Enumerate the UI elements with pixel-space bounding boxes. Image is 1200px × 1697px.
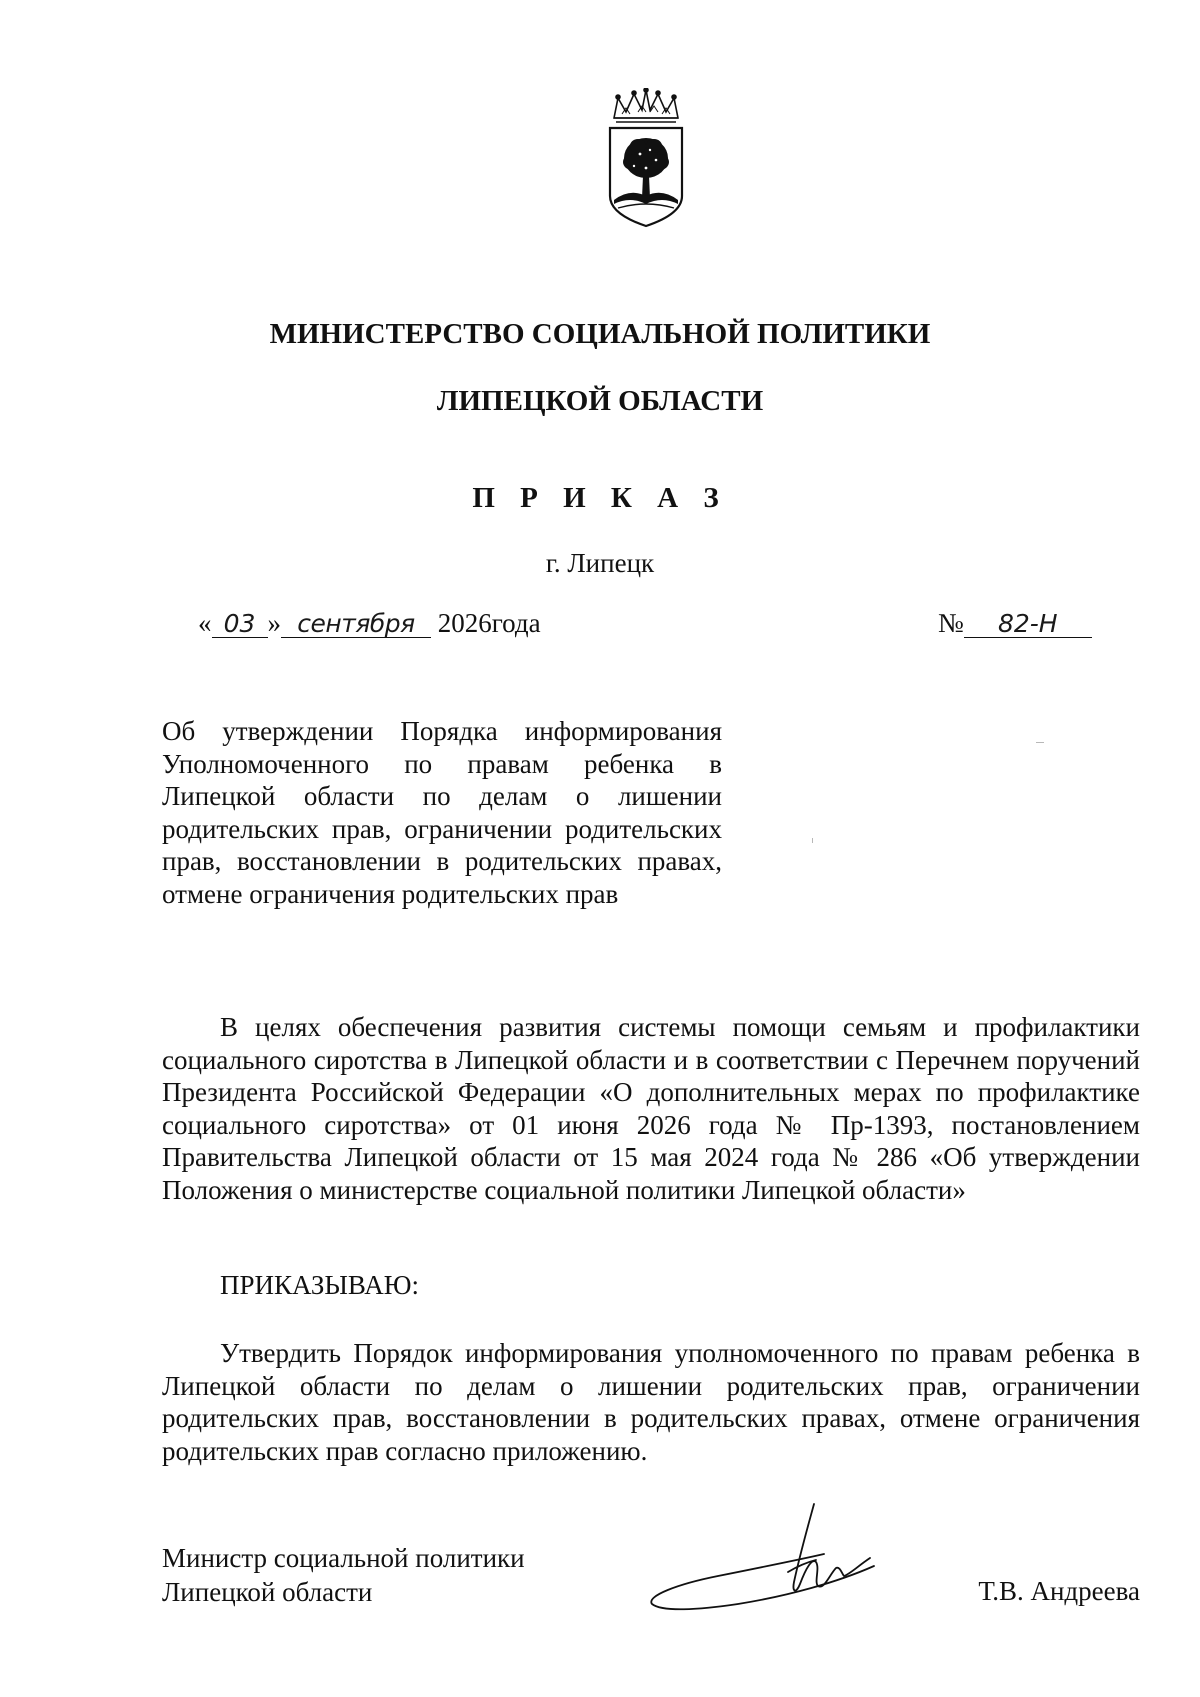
command-word: ПРИКАЗЫВАЮ:: [220, 1270, 419, 1300]
ministry-title-line2: ЛИПЕЦКОЙ ОБЛАСТИ: [436, 385, 764, 417]
scan-speck: [812, 838, 813, 843]
signer-position: [162, 1541, 525, 1609]
date-year-suffix: года: [491, 608, 541, 638]
preamble-paragraph: В целях обеспечения развития системы помощи семьям и профилактики социального сиротства в Липецкой области и в соответствии с Перечнем поручений Президента Российской Федерации «О дополнительных мерах по профилактике социального сиротства» от 01 июня 2026 года № Пр-1393, постановлением Правительства Липецкой области от 15 мая 2024 года № 286 «Об утверждении Положения о министерстве социальной политики Липецкой области»: [162, 1012, 1140, 1205]
city-label: г. Липецк: [545, 548, 655, 578]
date-month-handwritten: сентября: [281, 611, 431, 638]
date-open-quote: «: [198, 608, 212, 638]
scan-speck: [1036, 742, 1044, 743]
order-date: [198, 608, 541, 639]
date-year-handwritten: 26: [464, 608, 492, 638]
handwritten-signature: [648, 1496, 918, 1631]
date-close-quote: »: [267, 608, 281, 638]
ministry-title-line1: МИНИСТЕРСТВО СОЦИАЛЬНОЙ ПОЛИТИКИ: [269, 318, 931, 350]
order-number-handwritten: 82-Н: [964, 611, 1092, 638]
date-day-handwritten: 03: [212, 611, 268, 638]
number-sign: №: [938, 608, 964, 638]
coat-of-arms-emblem: [604, 88, 688, 228]
document-type-title: П Р И К А З: [472, 482, 728, 514]
signer-position-line2: Липецкой области: [162, 1577, 373, 1607]
signer-name: Т.В. Андреева: [978, 1576, 1140, 1606]
order-subject: Об утверждении Порядка информирования Уполномоченного по правам ребенка в Липецкой области по делам о лишении родительских прав, ограничении родительских прав, восстановлении в родительских правах, отмене ограничения родительских прав: [162, 716, 722, 909]
date-year-prefix: 20: [437, 608, 465, 638]
resolution-paragraph: Утвердить Порядок информирования уполномоченного по правам ребенка в Липецкой области по делам о лишении родительских прав, ограничении родительских прав, восстановлении в родительских правах, отмене ограничения родительских прав согласно приложению.: [162, 1338, 1140, 1466]
signer-position-line1: Министр социальной политики: [162, 1543, 525, 1573]
order-number: [938, 608, 1092, 639]
